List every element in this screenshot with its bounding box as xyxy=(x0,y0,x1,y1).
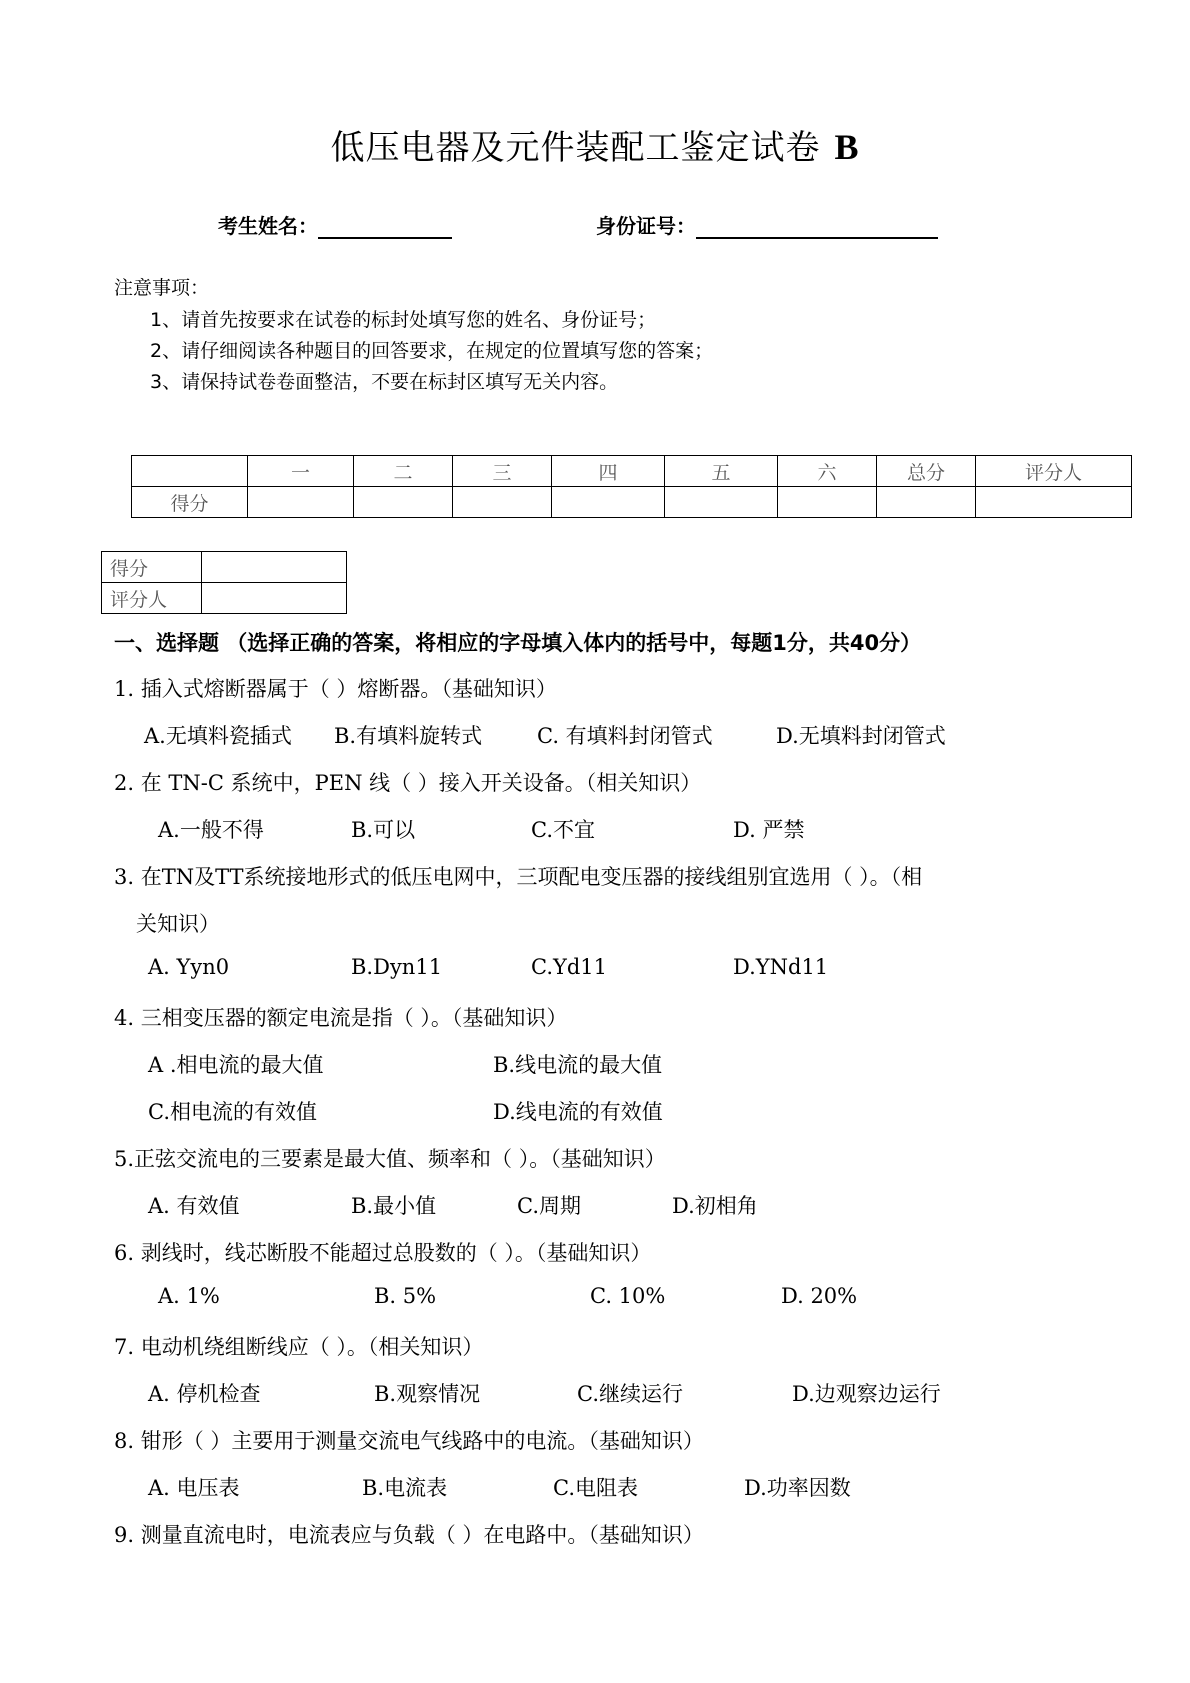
notice-item: 3、请保持试卷卷面整洁，不要在标封区填写无关内容。 xyxy=(150,371,619,393)
title-version: B xyxy=(834,127,860,167)
option: D.YNd11 xyxy=(733,955,829,979)
id-field xyxy=(596,210,938,239)
page-title xyxy=(0,120,1190,169)
option: A. 1% xyxy=(158,1284,220,1308)
score-table xyxy=(131,455,1132,518)
score-table-header: 三 xyxy=(453,456,552,487)
score-table-header: 评分人 xyxy=(976,456,1132,487)
question-stem: 4. 三相变压器的额定电流是指（ ）。（基础知识） xyxy=(114,1006,568,1030)
option: C. 10% xyxy=(590,1284,666,1308)
section-heading: 一、选择题 （选择正确的答案，将相应的字母填入体内的括号中，每题1分，共40分） xyxy=(114,631,922,655)
option: D.功率因数 xyxy=(744,1476,851,1500)
id-blank[interactable] xyxy=(696,215,938,239)
grader-cell[interactable] xyxy=(202,583,347,614)
title-text: 低压电器及元件装配工鉴定试卷 xyxy=(330,128,821,168)
option: B.最小值 xyxy=(351,1194,437,1218)
score-table-score-row xyxy=(132,487,1132,518)
score-table-header: 总分 xyxy=(877,456,976,487)
score-cell[interactable] xyxy=(453,487,552,518)
grader-box xyxy=(101,551,347,614)
option: B.有填料旋转式 xyxy=(334,724,483,748)
score-cell[interactable] xyxy=(248,487,354,518)
option: D.线电流的有效值 xyxy=(493,1100,663,1124)
option: A. Yyn0 xyxy=(148,955,230,979)
option: A. 有效值 xyxy=(148,1194,240,1218)
score-table-header: 二 xyxy=(354,456,453,487)
option: B. 5% xyxy=(374,1284,437,1308)
option: B.线电流的最大值 xyxy=(493,1053,663,1077)
notice-item: 2、请仔细阅读各种题目的回答要求，在规定的位置填写您的答案； xyxy=(150,340,714,362)
grader-score-label: 得分 xyxy=(102,552,202,583)
option: C.电阻表 xyxy=(553,1476,638,1500)
option: D.边观察边运行 xyxy=(792,1382,941,1406)
option: C.Yd11 xyxy=(531,955,608,979)
name-blank[interactable] xyxy=(318,215,452,239)
score-cell[interactable] xyxy=(976,487,1132,518)
option: A .相电流的最大值 xyxy=(148,1053,324,1077)
option: C.继续运行 xyxy=(577,1382,683,1406)
notice-heading: 注意事项： xyxy=(114,277,210,299)
option: B.电流表 xyxy=(362,1476,448,1500)
option: A. 停机检查 xyxy=(148,1382,261,1406)
score-table-header: 五 xyxy=(665,456,778,487)
option: B.可以 xyxy=(351,818,416,842)
question-stem-continued: 关知识） xyxy=(136,912,220,936)
score-table-header: 一 xyxy=(248,456,354,487)
score-cell[interactable] xyxy=(877,487,976,518)
score-cell[interactable] xyxy=(354,487,453,518)
option: D. 严禁 xyxy=(733,818,805,842)
option: C. 有填料封闭管式 xyxy=(537,724,713,748)
option: A. 电压表 xyxy=(148,1476,240,1500)
question-stem: 9. 测量直流电时，电流表应与负载（ ）在电路中。（基础知识） xyxy=(114,1523,704,1547)
option: D. 20% xyxy=(781,1284,858,1308)
score-table-header-row xyxy=(132,456,1132,487)
option: C.不宜 xyxy=(531,818,595,842)
score-table-header: 四 xyxy=(552,456,665,487)
score-cell[interactable] xyxy=(665,487,778,518)
score-table-header xyxy=(132,456,248,487)
grader-label: 评分人 xyxy=(102,583,202,614)
score-cell[interactable] xyxy=(552,487,665,518)
option: C.周期 xyxy=(517,1194,581,1218)
grader-score-cell[interactable] xyxy=(202,552,347,583)
question-stem: 8. 钳形（ ）主要用于测量交流电气线路中的电流。（基础知识） xyxy=(114,1429,704,1453)
question-stem: 2. 在 TN-C 系统中，PEN 线（ ）接入开关设备。（相关知识） xyxy=(114,771,702,795)
question-stem: 3. 在TN及TT系统接地形式的低压电网中，三项配电变压器的接线组别宜选用（ ）。（相 xyxy=(114,865,923,889)
question-stem: 5.正弦交流电的三要素是最大值、频率和（ ）。（基础知识） xyxy=(114,1147,666,1171)
score-cell[interactable] xyxy=(778,487,877,518)
option: D.无填料封闭管式 xyxy=(776,724,946,748)
option: A.无填料瓷插式 xyxy=(144,724,292,748)
name-label: 考生姓名： xyxy=(218,214,318,238)
question-stem: 6. 剥线时，线芯断股不能超过总股数的（ ）。（基础知识） xyxy=(114,1241,652,1265)
score-table-header: 六 xyxy=(778,456,877,487)
id-label: 身份证号： xyxy=(596,214,696,238)
option: B.观察情况 xyxy=(374,1382,481,1406)
notice-item: 1、请首先按要求在试卷的标封处填写您的姓名、身份证号； xyxy=(150,309,657,331)
option: B.Dyn11 xyxy=(351,955,443,979)
question-stem: 1. 插入式熔断器属于（ ）熔断器。（基础知识） xyxy=(114,677,557,701)
option: C.相电流的有效值 xyxy=(148,1100,317,1124)
question-stem: 7. 电动机绕组断线应（ ）。（相关知识） xyxy=(114,1335,484,1359)
name-field xyxy=(218,210,452,239)
option: D.初相角 xyxy=(672,1194,758,1218)
score-row-label: 得分 xyxy=(132,487,248,518)
option: A.一般不得 xyxy=(158,818,264,842)
